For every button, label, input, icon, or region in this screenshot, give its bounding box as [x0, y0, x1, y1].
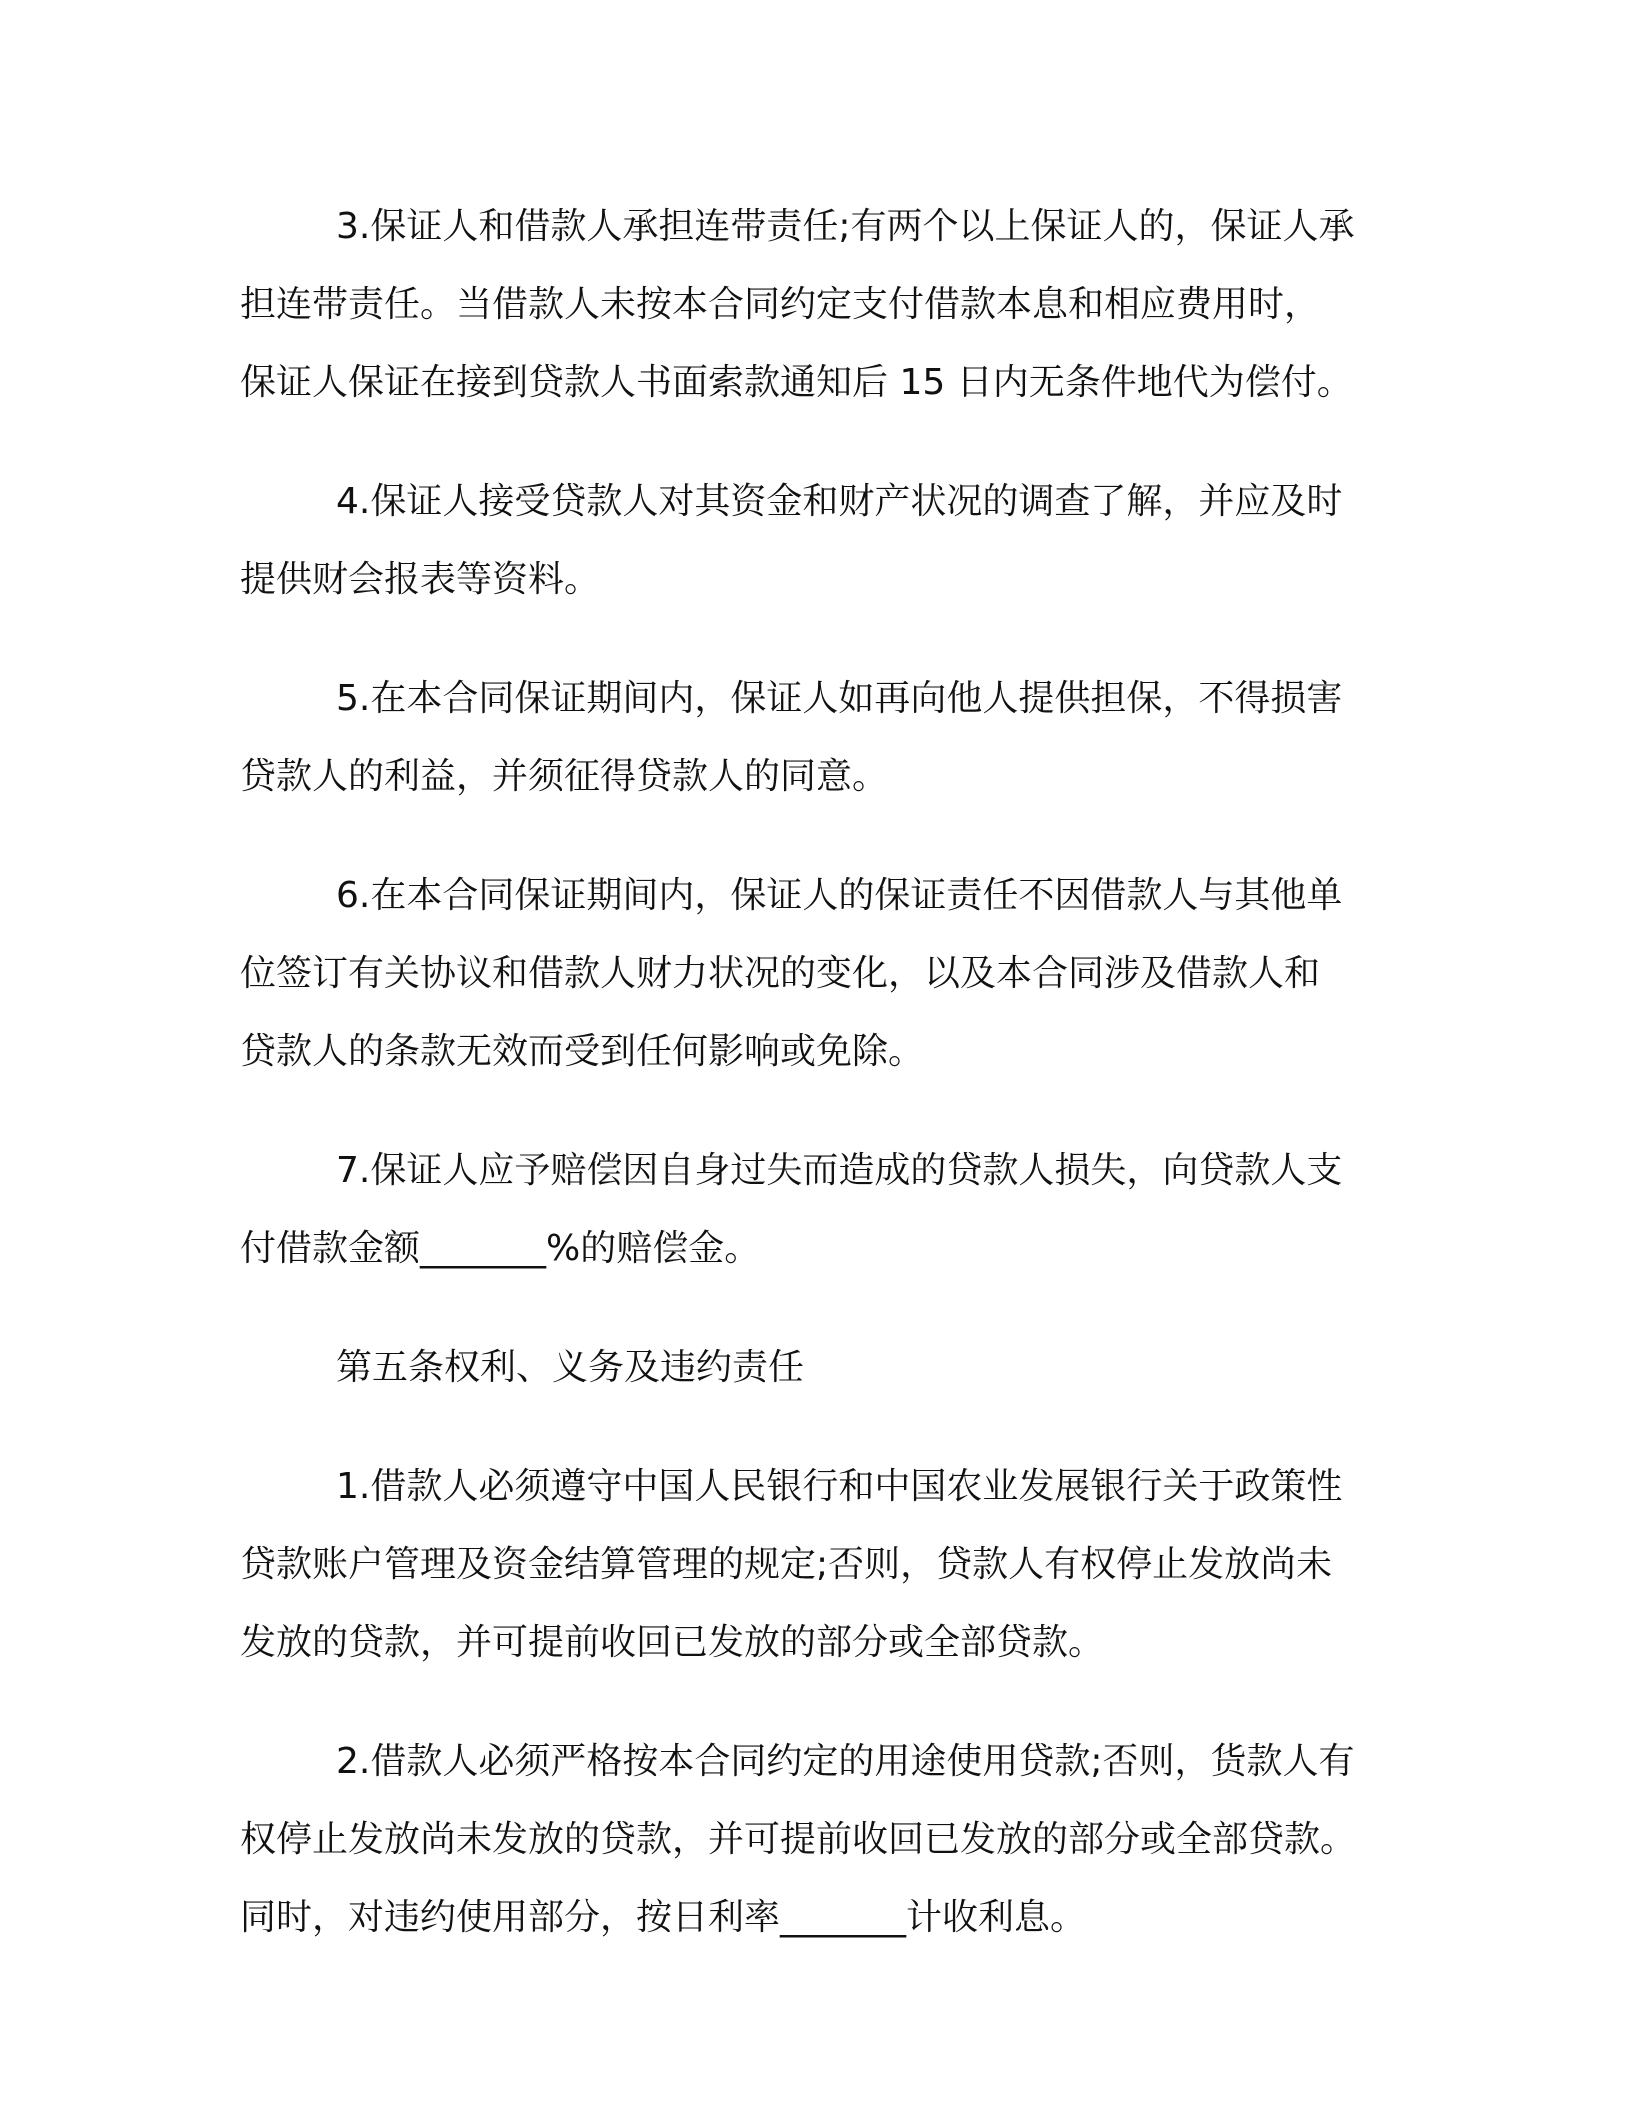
text-line: 提供财会报表等资料。	[240, 559, 601, 600]
text-line: 5.在本合同保证期间内，保证人如再向他人提供担保，不得损害	[336, 678, 1343, 719]
clause-paragraph	[240, 857, 1400, 1091]
text-line: 2.借款人必须严格按本合同约定的用途使用贷款;否则，货款人有	[336, 1741, 1355, 1782]
clause-paragraph	[240, 463, 1400, 619]
text-line: 4.保证人接受贷款人对其资金和财产状况的调查了解，并应及时	[336, 481, 1343, 522]
text-line: 贷款人的条款无效而受到任何影响或免除。	[240, 1031, 925, 1072]
heading-text: 第五条权利、义务及违约责任	[336, 1347, 805, 1388]
article-heading	[240, 1329, 1400, 1407]
clause-paragraph	[240, 1723, 1400, 1957]
clause-paragraph	[240, 1132, 1400, 1288]
text-line: 发放的贷款，并可提前收回已发放的部分或全部贷款。	[240, 1622, 1105, 1663]
document-body	[240, 188, 1400, 1998]
text-line: 付借款金额_______%的赔偿金。	[240, 1228, 761, 1269]
text-line: 3.保证人和借款人承担连带责任;有两个以上保证人的，保证人承	[336, 206, 1355, 247]
text-line: 位签订有关协议和借款人财力状况的变化，以及本合同涉及借款人和	[240, 953, 1321, 994]
text-line: 1.借款人必须遵守中国人民银行和中国农业发展银行关于政策性	[336, 1466, 1343, 1507]
clause-paragraph	[240, 188, 1400, 422]
text-line: 7.保证人应予赔偿因自身过失而造成的贷款人损失，向贷款人支	[336, 1150, 1343, 1191]
clause-paragraph	[240, 660, 1400, 816]
text-line: 贷款人的利益，并须征得贷款人的同意。	[240, 756, 889, 797]
clause-paragraph	[240, 1448, 1400, 1682]
text-line: 权停止发放尚未发放的贷款，并可提前收回已发放的部分或全部贷款。	[240, 1819, 1357, 1860]
text-line: 贷款账户管理及资金结算管理的规定;否则，贷款人有权停止发放尚未	[240, 1544, 1333, 1585]
text-line: 担连带责任。当借款人未按本合同约定支付借款本息和相应费用时，	[240, 284, 1321, 325]
text-line: 6.在本合同保证期间内，保证人的保证责任不因借款人与其他单	[336, 875, 1343, 916]
text-line: 同时，对违约使用部分，按日利率_______计收利息。	[240, 1897, 1087, 1938]
text-line: 保证人保证在接到贷款人书面索款通知后 15 日内无条件地代为偿付。	[240, 362, 1353, 403]
